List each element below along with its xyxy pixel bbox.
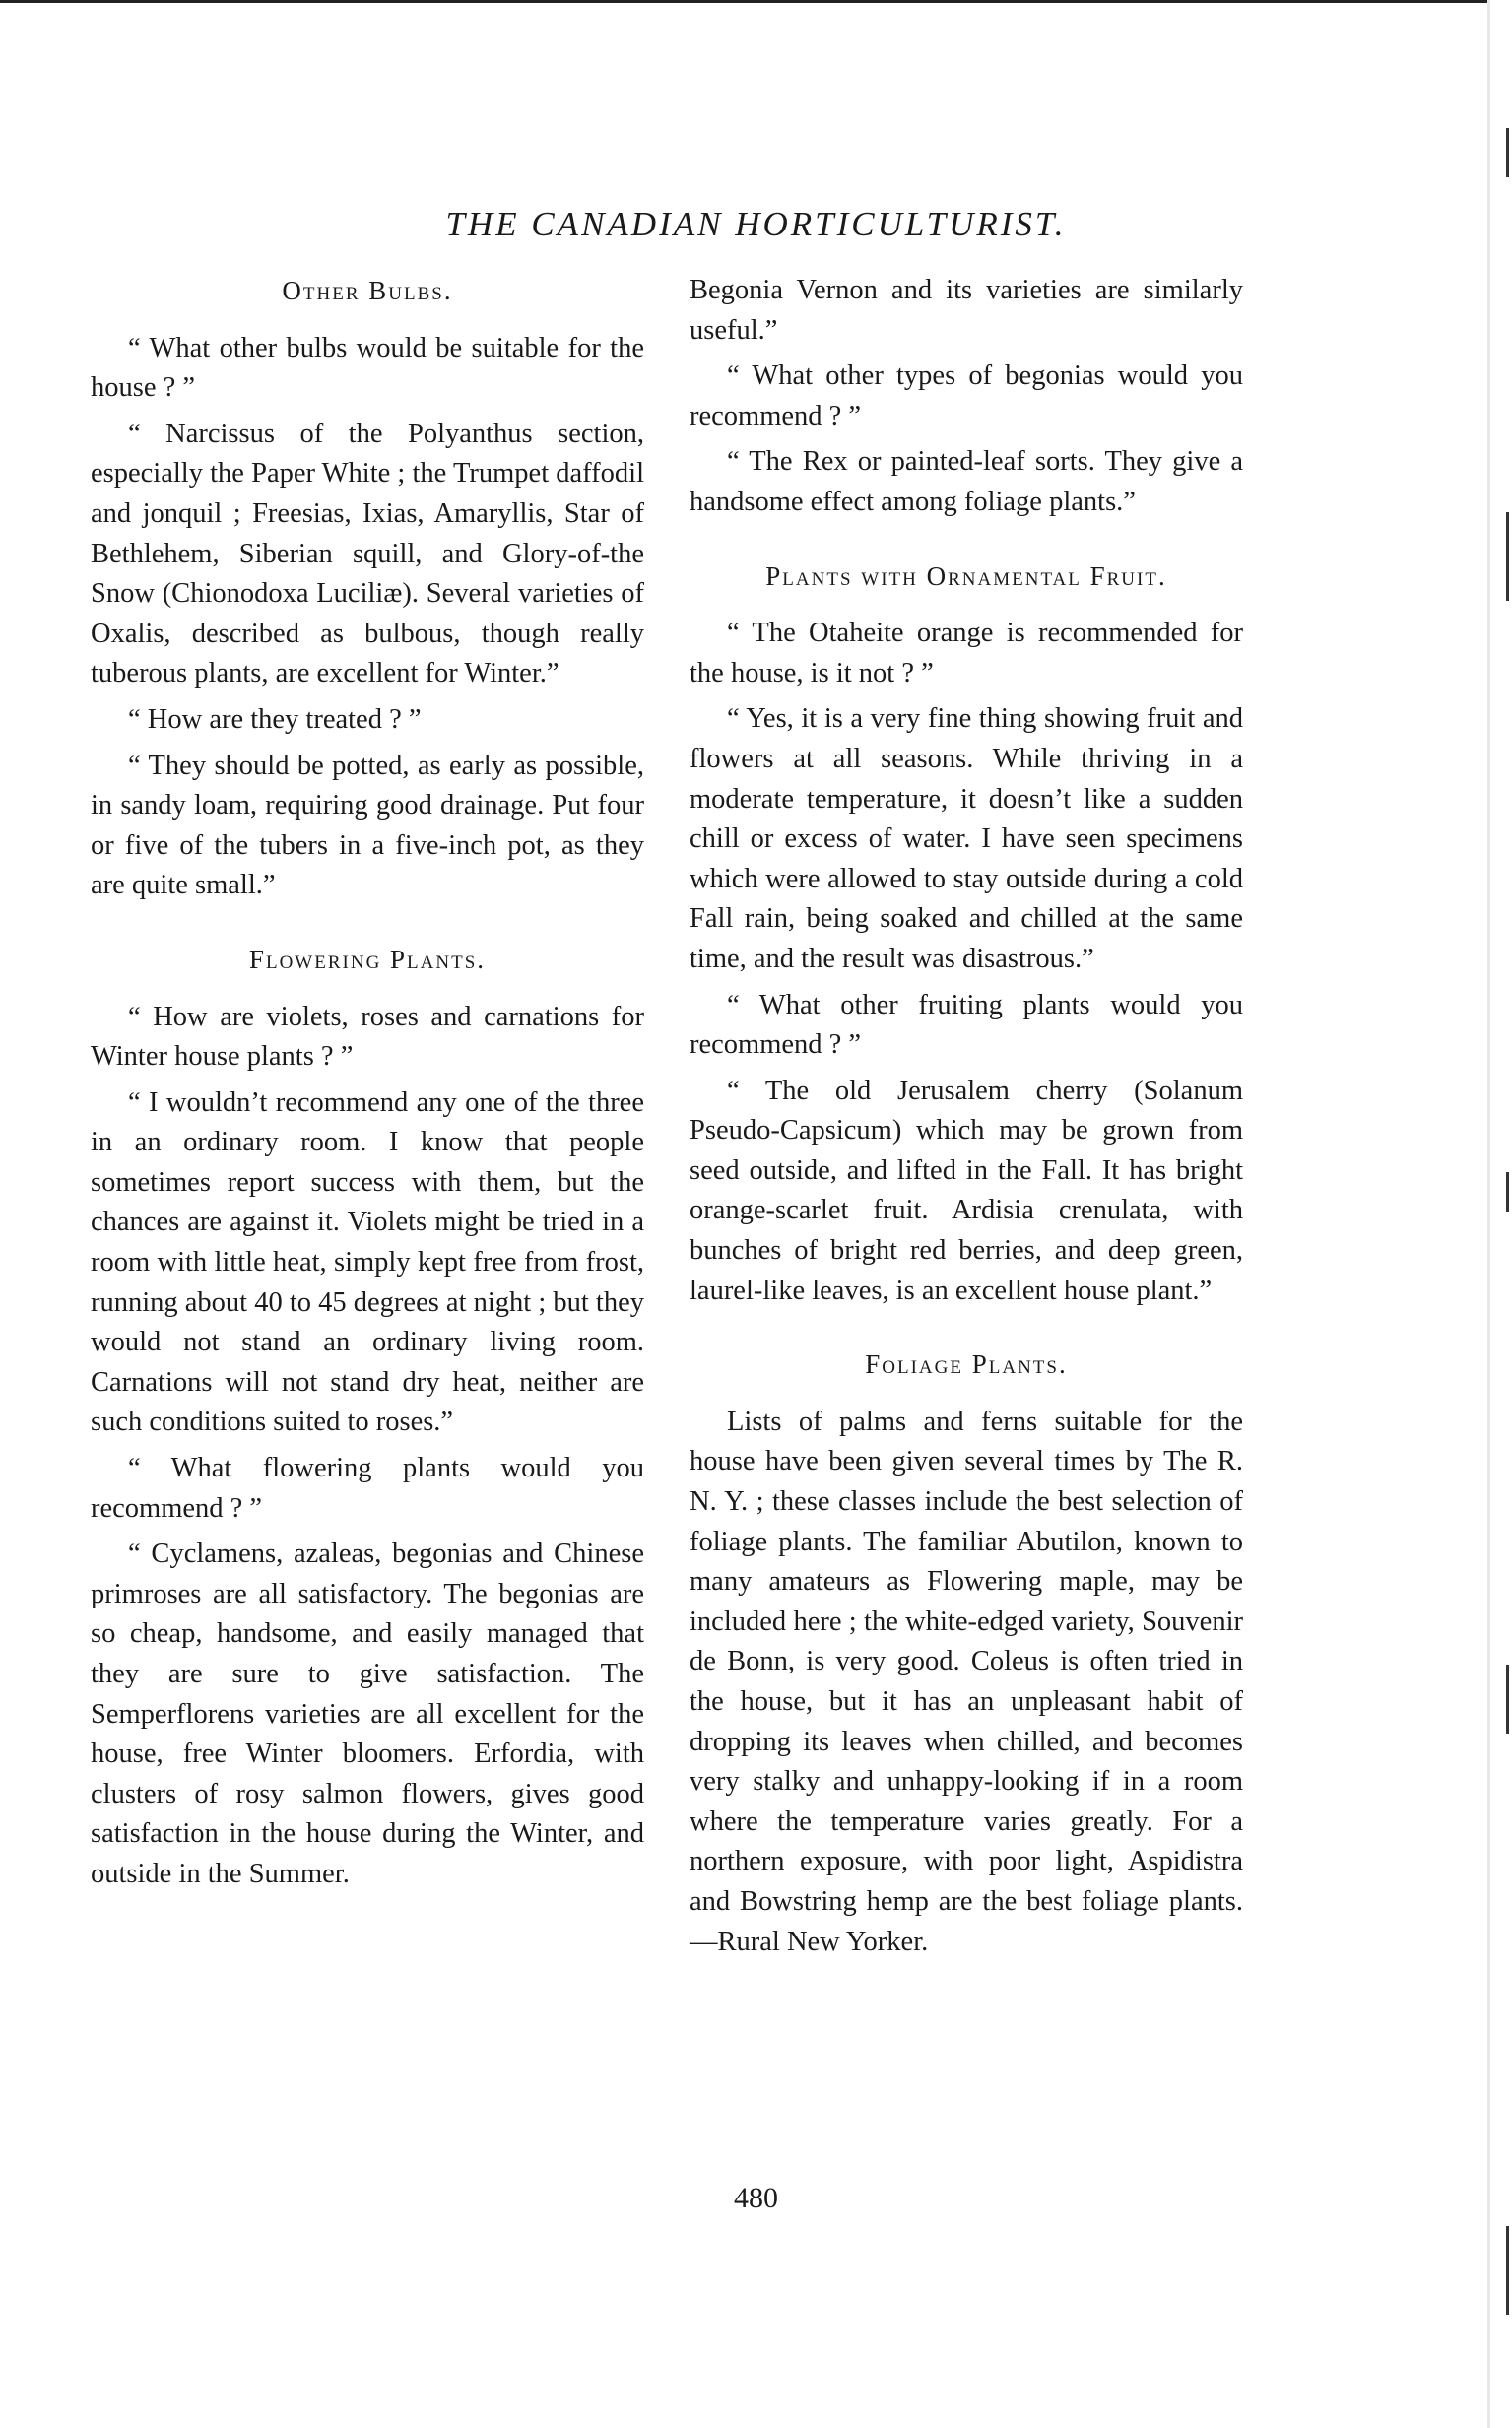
page-edge-shadow <box>1487 0 1490 2428</box>
edge-mark <box>1506 1172 1509 1212</box>
paragraph: “ How are they treated ? ” <box>128 703 422 735</box>
paragraph: “ What other bulbs would be suitable for the house ? ” <box>91 332 644 404</box>
section-heading: Foliage Plants. <box>865 1349 1068 1380</box>
section-heading: Other Bulbs. <box>282 276 453 305</box>
paragraph: “ They should be potted, as early as possible, in sandy loam, requiring good drainage. Put four or five of the tubers in a five-inch pot, as they are quite small.” <box>91 750 644 901</box>
edge-mark <box>1506 512 1509 601</box>
top-border-rule <box>0 0 1487 3</box>
edge-mark <box>1506 1665 1509 1734</box>
running-head: THE CANADIAN HORTICULTURIST. <box>445 205 1067 243</box>
paragraph: “ What other types of begonias would you recommend ? ” <box>690 361 1243 431</box>
edge-mark <box>1506 2226 1509 2315</box>
paragraph: “ I wouldn’t recommend any one of the three in an ordinary room. I know that people sometimes report success with them, but the chances are against it. Violets might be tried in a room with little heat, simply kept free from frost, running about 40 to 45 degrees at night ; but they would not stand an ordinary living room. Carnations will not stand dry heat, neither are such conditions suited to roses.” <box>91 1086 644 1438</box>
paragraph: “ What flowering plants would you recommend ? ” <box>91 1453 644 1524</box>
right-column <box>690 271 1243 1968</box>
section-heading: Plants with Ornamental Fruit. <box>765 560 1167 591</box>
continued-paragraph: Begonia Vernon and its varieties are similarly useful.” <box>690 275 1243 346</box>
paragraph: “ Yes, it is a very fine thing showing fruit and flowers at all seasons. While thriving in a moderate temperature, it doesn’t like a sudden chill or excess of water. I have seen specimens which were allowed to stay outside during a cold Fall rain, being soaked and chilled at the same time, and the result was disastrous.” <box>690 703 1243 974</box>
left-column <box>91 271 644 1901</box>
page-number: 480 <box>734 2182 778 2214</box>
paragraph: “ The Otaheite orange is recommended for the house, is it not ? ” <box>690 618 1243 689</box>
paragraph: “ What other fruiting plants would you recommend ? ” <box>690 989 1243 1061</box>
section-heading: Flowering Plants. <box>248 944 487 974</box>
paragraph: “ Cyclamens, azaleas, begonias and Chinese primroses are all satisfactory. The begonias are so cheap, handsome, and easily managed that they are sure to give satisfaction. The Semperflorens varieties are all excellent for the house, free Winter bloomers. Erfordia, with clusters of rosy salmon flowers, gives good satisfaction in the house during the Winter, and outside in the Summer. <box>91 1539 644 1889</box>
paragraph: “ The Rex or painted-leaf sorts. They give a handsome effect among foliage plants.” <box>690 446 1243 517</box>
paragraph: “ How are violets, roses and carnations for Winter house plants ? ” <box>91 1001 644 1073</box>
edge-mark <box>1506 128 1509 177</box>
paragraph: Lists of palms and ferns suitable for the house have been given several times by The R. N. Y. ; these classes include the best selection of foliage plants. The familiar Abutilon, known to many amateurs as Flowering maple, may be included here ; the white-edged variety, Souvenir de Bonn, is very good. Coleus is often tried in the house, but it has an unpleasant habit of dropping its leaves when chilled, and becomes very stalky and unhappy-looking if in a room where the temperature varies greatly. For a northern exposure, with poor light, Aspidistra and Bowstring hemp are the best foliage plants.—Rural New Yorker. <box>690 1406 1243 1957</box>
paragraph: “ Narcissus of the Polyanthus section, especially the Paper White ; the Trumpet daffodil and jonquil ; Freesias, Ixias, Amaryllis, Star of Bethlehem, Siberian squill, and Glory-of-the Snow (Chionodoxa Luciliæ). Several varieties of Oxalis, described as bulbous, though really tuberous plants, are excellent for Winter.” <box>91 418 644 689</box>
paragraph: “ The old Jerusalem cherry (Solanum Pseudo-Capsicum) which may be grown from seed outside, and lifted in the Fall. It has bright orange-scarlet fruit. Ardisia crenulata, with bunches of bright red berries, and deep green, laurel-like leaves, is an excellent house plant.” <box>690 1075 1243 1306</box>
